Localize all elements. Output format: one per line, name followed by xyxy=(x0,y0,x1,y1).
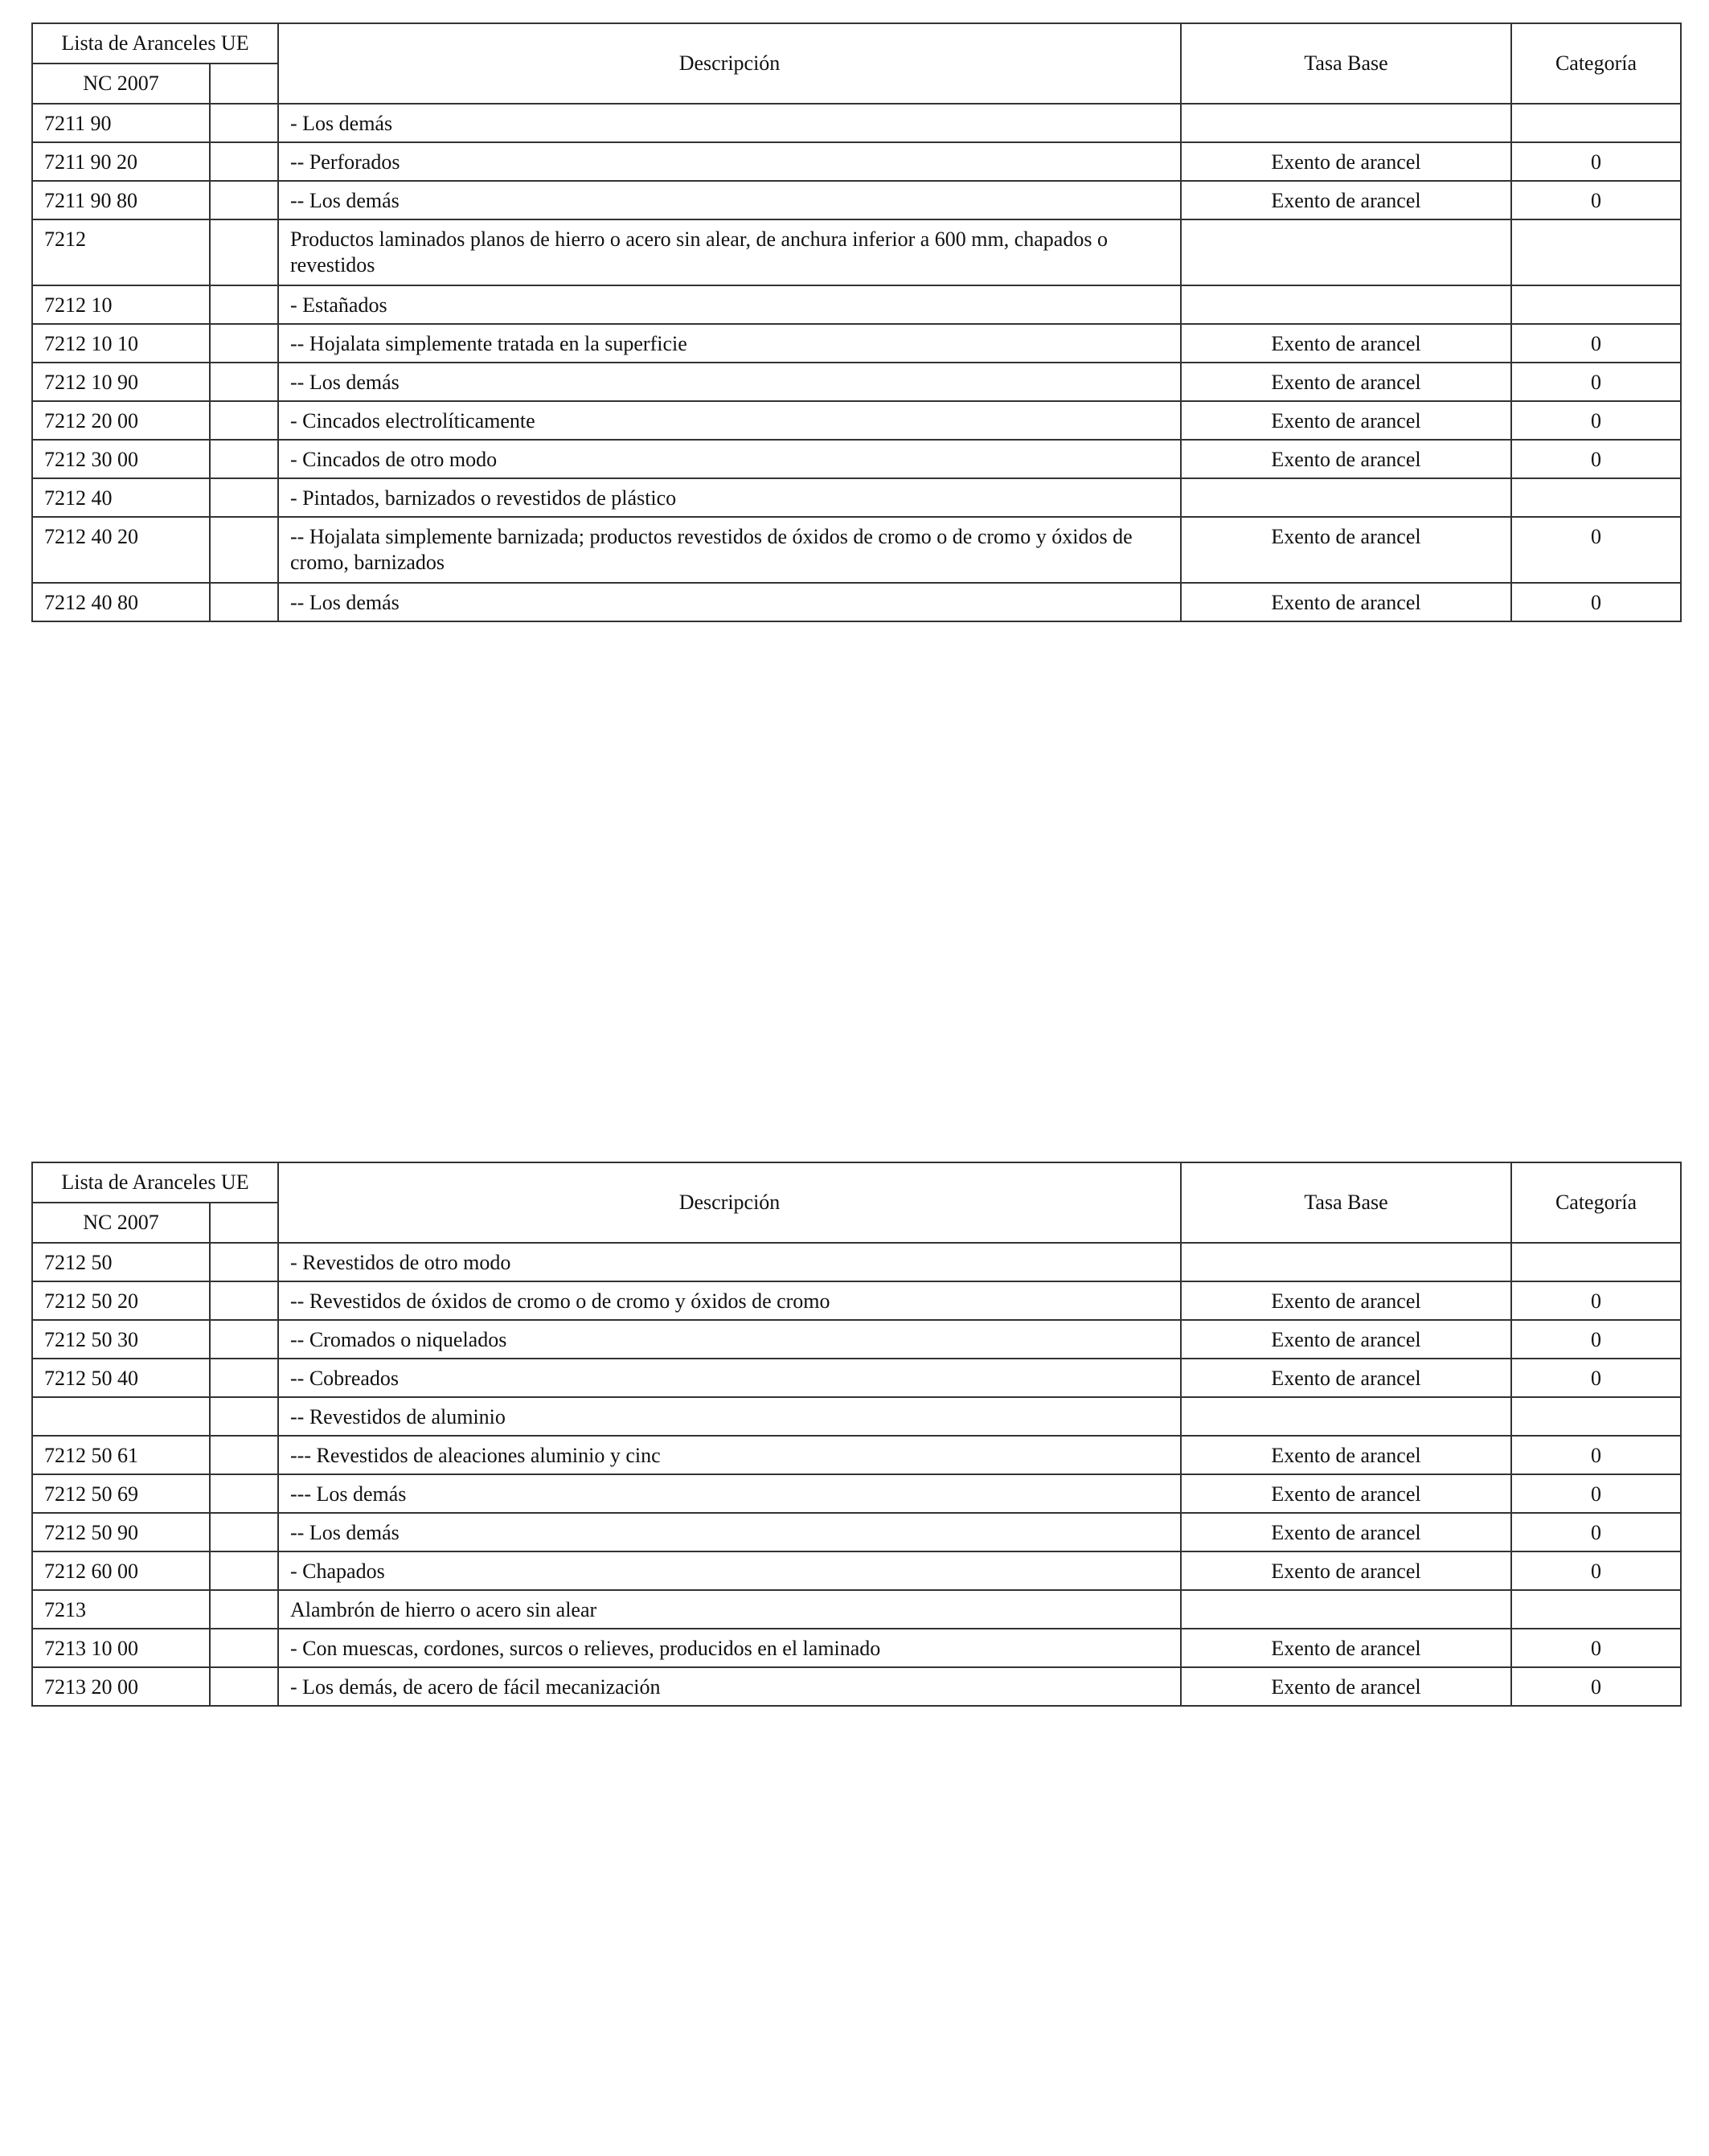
cell-descripcion: -- Los demás xyxy=(278,181,1181,219)
cell-empty xyxy=(210,219,278,285)
table-row xyxy=(32,478,1681,517)
cell-tasa-base: Exento de arancel xyxy=(1181,1474,1511,1513)
table-row xyxy=(32,1474,1681,1513)
cell-tasa-base: Exento de arancel xyxy=(1181,517,1511,583)
table-row xyxy=(32,363,1681,401)
cell-descripcion: - Con muescas, cordones, surcos o relieves, producidos en el laminado xyxy=(278,1629,1181,1667)
table-row xyxy=(32,1359,1681,1397)
cell-categoria xyxy=(1511,1397,1681,1436)
table-row xyxy=(32,1320,1681,1359)
cell-descripcion: - Cincados de otro modo xyxy=(278,440,1181,478)
cell-categoria: 0 xyxy=(1511,1513,1681,1551)
cell-categoria: 0 xyxy=(1511,1436,1681,1474)
cell-nc-code: 7211 90 xyxy=(32,104,210,142)
table-row xyxy=(32,1243,1681,1281)
cell-empty xyxy=(210,1436,278,1474)
cell-nc-code: 7212 50 61 xyxy=(32,1436,210,1474)
table-row xyxy=(32,583,1681,621)
table-row xyxy=(32,440,1681,478)
table-row xyxy=(32,1436,1681,1474)
header-descripcion: Descripción xyxy=(278,1162,1181,1243)
cell-tasa-base: Exento de arancel xyxy=(1181,1629,1511,1667)
cell-empty xyxy=(210,583,278,621)
cell-nc-code: 7213 20 00 xyxy=(32,1667,210,1706)
cell-categoria xyxy=(1511,219,1681,285)
cell-nc-code: 7212 10 90 xyxy=(32,363,210,401)
table-row xyxy=(32,1551,1681,1590)
cell-nc-code: 7213 10 00 xyxy=(32,1629,210,1667)
cell-descripcion: --- Los demás xyxy=(278,1474,1181,1513)
cell-tasa-base: Exento de arancel xyxy=(1181,363,1511,401)
cell-descripcion: -- Cobreados xyxy=(278,1359,1181,1397)
cell-nc-code: 7212 10 xyxy=(32,285,210,324)
cell-descripcion: - Cincados electrolíticamente xyxy=(278,401,1181,440)
cell-tasa-base: Exento de arancel xyxy=(1181,324,1511,363)
header-categoria: Categoría xyxy=(1511,23,1681,104)
cell-categoria xyxy=(1511,478,1681,517)
cell-descripcion: -- Perforados xyxy=(278,142,1181,181)
cell-empty xyxy=(210,1320,278,1359)
cell-categoria: 0 xyxy=(1511,1281,1681,1320)
cell-tasa-base xyxy=(1181,104,1511,142)
cell-empty xyxy=(210,363,278,401)
cell-categoria: 0 xyxy=(1511,1320,1681,1359)
cell-nc-code: 7212 50 69 xyxy=(32,1474,210,1513)
cell-empty xyxy=(210,1474,278,1513)
cell-empty xyxy=(210,1513,278,1551)
cell-descripcion: -- Los demás xyxy=(278,583,1181,621)
cell-empty xyxy=(210,1551,278,1590)
cell-categoria: 0 xyxy=(1511,517,1681,583)
cell-empty xyxy=(210,104,278,142)
cell-empty xyxy=(210,324,278,363)
table-body xyxy=(32,104,1681,621)
cell-tasa-base xyxy=(1181,1590,1511,1629)
cell-categoria: 0 xyxy=(1511,363,1681,401)
cell-descripcion: -- Revestidos de aluminio xyxy=(278,1397,1181,1436)
header-empty-cell xyxy=(210,1203,278,1243)
cell-descripcion: -- Hojalata simplemente tratada en la superficie xyxy=(278,324,1181,363)
cell-tasa-base: Exento de arancel xyxy=(1181,1667,1511,1706)
cell-tasa-base: Exento de arancel xyxy=(1181,1436,1511,1474)
cell-nc-code: 7212 50 90 xyxy=(32,1513,210,1551)
cell-categoria: 0 xyxy=(1511,181,1681,219)
cell-empty xyxy=(210,401,278,440)
cell-empty xyxy=(210,1667,278,1706)
cell-empty xyxy=(210,1397,278,1436)
cell-tasa-base: Exento de arancel xyxy=(1181,583,1511,621)
cell-categoria: 0 xyxy=(1511,324,1681,363)
cell-nc-code: 7213 xyxy=(32,1590,210,1629)
cell-empty xyxy=(210,1281,278,1320)
header-empty-cell xyxy=(210,64,278,104)
cell-descripcion: - Los demás, de acero de fácil mecanización xyxy=(278,1667,1181,1706)
cell-descripcion: -- Los demás xyxy=(278,1513,1181,1551)
header-lista-aranceles: Lista de Aranceles UE xyxy=(32,1162,278,1203)
cell-categoria: 0 xyxy=(1511,583,1681,621)
cell-descripcion: -- Revestidos de óxidos de cromo o de cromo y óxidos de cromo xyxy=(278,1281,1181,1320)
cell-empty xyxy=(210,1590,278,1629)
table-row xyxy=(32,401,1681,440)
cell-nc-code: 7212 xyxy=(32,219,210,285)
cell-categoria: 0 xyxy=(1511,1551,1681,1590)
cell-empty xyxy=(210,478,278,517)
header-descripcion: Descripción xyxy=(278,23,1181,104)
tariff-table xyxy=(31,23,1682,622)
table-row xyxy=(32,181,1681,219)
cell-nc-code: 7212 40 20 xyxy=(32,517,210,583)
cell-nc-code: 7212 50 30 xyxy=(32,1320,210,1359)
cell-nc-code xyxy=(32,1397,210,1436)
cell-descripcion: - Revestidos de otro modo xyxy=(278,1243,1181,1281)
table-row xyxy=(32,1590,1681,1629)
cell-categoria xyxy=(1511,1243,1681,1281)
table-row xyxy=(32,285,1681,324)
cell-descripcion: - Pintados, barnizados o revestidos de plástico xyxy=(278,478,1181,517)
cell-tasa-base xyxy=(1181,1243,1511,1281)
cell-nc-code: 7212 50 xyxy=(32,1243,210,1281)
cell-tasa-base xyxy=(1181,285,1511,324)
header-nc-2007: NC 2007 xyxy=(32,64,210,104)
cell-categoria xyxy=(1511,285,1681,324)
cell-tasa-base: Exento de arancel xyxy=(1181,1320,1511,1359)
cell-descripcion: -- Cromados o niquelados xyxy=(278,1320,1181,1359)
header-row xyxy=(32,1162,1681,1203)
table-row xyxy=(32,1397,1681,1436)
tariff-table xyxy=(31,1162,1682,1707)
cell-empty xyxy=(210,142,278,181)
cell-empty xyxy=(210,1243,278,1281)
cell-tasa-base: Exento de arancel xyxy=(1181,1359,1511,1397)
cell-nc-code: 7212 30 00 xyxy=(32,440,210,478)
table-row xyxy=(32,219,1681,285)
cell-descripcion: -- Los demás xyxy=(278,363,1181,401)
cell-tasa-base: Exento de arancel xyxy=(1181,181,1511,219)
header-tasa-base: Tasa Base xyxy=(1181,23,1511,104)
cell-descripcion: - Estañados xyxy=(278,285,1181,324)
cell-categoria: 0 xyxy=(1511,142,1681,181)
cell-tasa-base: Exento de arancel xyxy=(1181,401,1511,440)
cell-nc-code: 7212 50 20 xyxy=(32,1281,210,1320)
cell-descripcion: Productos laminados planos de hierro o acero sin alear, de anchura inferior a 600 mm, chapados o revestidos xyxy=(278,219,1181,285)
header-nc-2007: NC 2007 xyxy=(32,1203,210,1243)
cell-tasa-base: Exento de arancel xyxy=(1181,1281,1511,1320)
cell-empty xyxy=(210,1359,278,1397)
cell-descripcion: - Los demás xyxy=(278,104,1181,142)
cell-nc-code: 7212 40 xyxy=(32,478,210,517)
cell-categoria xyxy=(1511,104,1681,142)
cell-categoria: 0 xyxy=(1511,440,1681,478)
table-row xyxy=(32,1513,1681,1551)
cell-categoria: 0 xyxy=(1511,1667,1681,1706)
header-lista-aranceles: Lista de Aranceles UE xyxy=(32,23,278,64)
cell-categoria: 0 xyxy=(1511,401,1681,440)
cell-empty xyxy=(210,1629,278,1667)
cell-nc-code: 7212 50 40 xyxy=(32,1359,210,1397)
cell-empty xyxy=(210,285,278,324)
cell-descripcion: - Chapados xyxy=(278,1551,1181,1590)
cell-nc-code: 7211 90 20 xyxy=(32,142,210,181)
header-categoria: Categoría xyxy=(1511,1162,1681,1243)
table-row xyxy=(32,324,1681,363)
cell-tasa-base xyxy=(1181,219,1511,285)
cell-tasa-base xyxy=(1181,478,1511,517)
table-row xyxy=(32,1667,1681,1706)
cell-tasa-base: Exento de arancel xyxy=(1181,142,1511,181)
header-tasa-base: Tasa Base xyxy=(1181,1162,1511,1243)
cell-nc-code: 7212 40 80 xyxy=(32,583,210,621)
cell-tasa-base: Exento de arancel xyxy=(1181,1513,1511,1551)
cell-descripcion: Alambrón de hierro o acero sin alear xyxy=(278,1590,1181,1629)
cell-categoria xyxy=(1511,1590,1681,1629)
cell-empty xyxy=(210,517,278,583)
table-row xyxy=(32,142,1681,181)
header-row xyxy=(32,23,1681,64)
cell-categoria: 0 xyxy=(1511,1474,1681,1513)
cell-tasa-base: Exento de arancel xyxy=(1181,1551,1511,1590)
cell-categoria: 0 xyxy=(1511,1359,1681,1397)
table-row xyxy=(32,1281,1681,1320)
cell-tasa-base xyxy=(1181,1397,1511,1436)
cell-nc-code: 7212 10 10 xyxy=(32,324,210,363)
cell-tasa-base: Exento de arancel xyxy=(1181,440,1511,478)
cell-descripcion: --- Revestidos de aleaciones aluminio y cinc xyxy=(278,1436,1181,1474)
cell-descripcion: -- Hojalata simplemente barnizada; productos revestidos de óxidos de cromo o de cromo y óxidos de cromo, barnizados xyxy=(278,517,1181,583)
table-row xyxy=(32,1629,1681,1667)
cell-empty xyxy=(210,181,278,219)
table-body xyxy=(32,1243,1681,1706)
table-row xyxy=(32,104,1681,142)
cell-nc-code: 7212 20 00 xyxy=(32,401,210,440)
table-row xyxy=(32,517,1681,583)
cell-categoria: 0 xyxy=(1511,1629,1681,1667)
cell-empty xyxy=(210,440,278,478)
cell-nc-code: 7211 90 80 xyxy=(32,181,210,219)
cell-nc-code: 7212 60 00 xyxy=(32,1551,210,1590)
